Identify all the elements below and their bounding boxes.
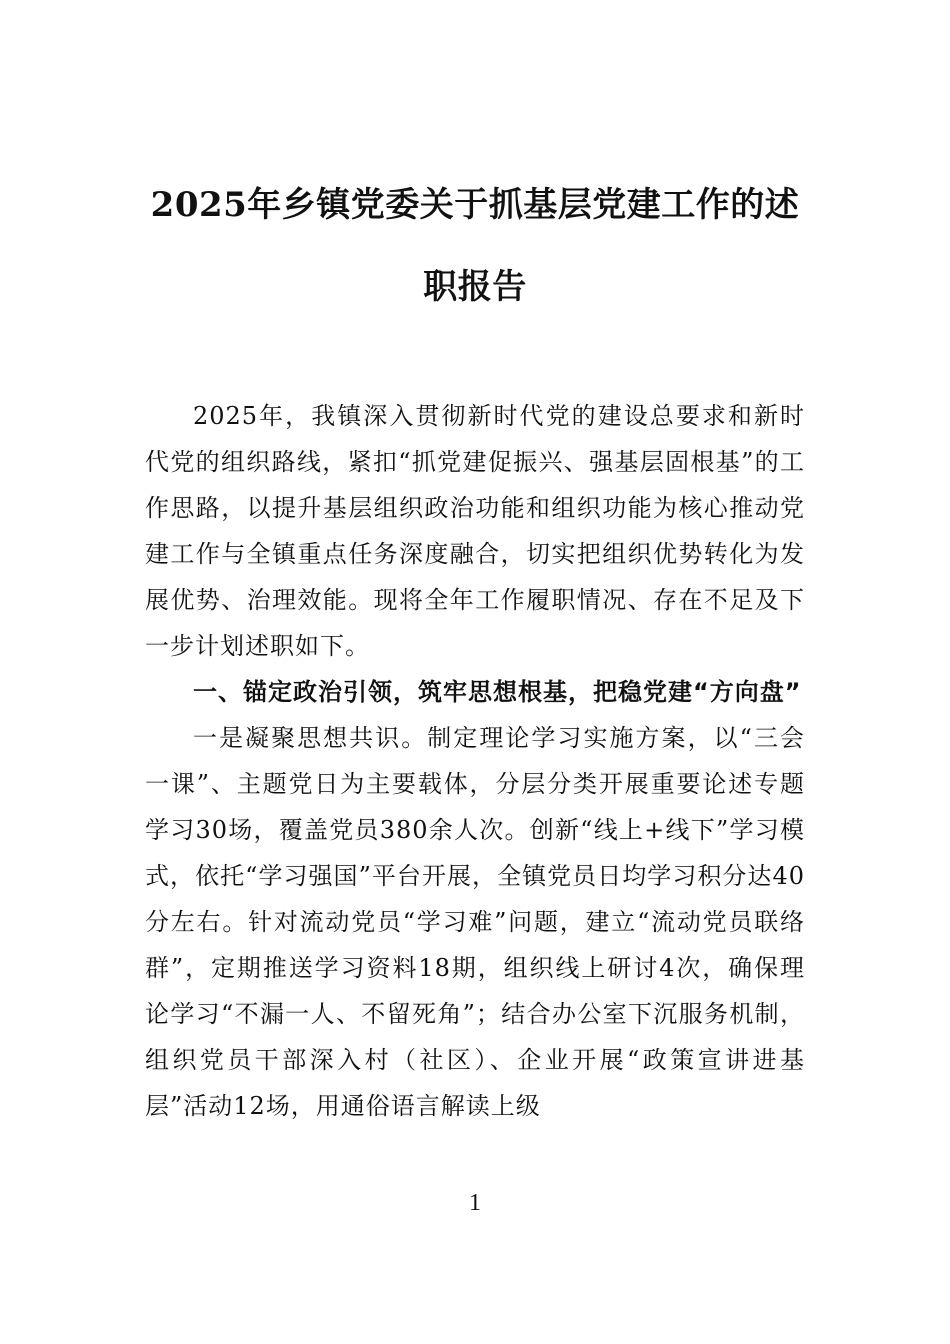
- document-title: [120, 164, 830, 328]
- document-body: [145, 393, 805, 1129]
- body-paragraph-1: 一是凝聚思想共识。制定理论学习实施方案，以“三会一课”、主题党日为主要载体，分层分类开展重要论述专题学习30场，覆盖党员380余人次。创新“线上+线下”学习模式，依托“学习强国”平台开展，全镇党员日均学习积分达40分左右。针对流动党员“学习难”问题，建立“流动党员联络群”，定期推送学习资料18期，组织线上研讨4次，确保理论学习“不漏一人、不留死角”；结合办公室下沉服务机制，组织党员干部深入村（社区）、企业开展“政策宣讲进基层”活动12场，用通俗语言解读上级: [145, 724, 805, 1120]
- title-line-2: 职报告: [423, 267, 527, 307]
- intro-paragraph: 2025年，我镇深入贯彻新时代党的建设总要求和新时代党的组织路线，紧扣“抓党建促振兴、强基层固根基”的工作思路，以提升基层组织政治功能和组织功能为核心推动党建工作与全镇重点任务深度融合，切实把组织优势转化为发展优势、治理效能。现将全年工作履职情况、存在不足及下一步计划述职如下。: [145, 402, 805, 660]
- section-heading-1: 一、锚定政治引领，筑牢思想根基，把稳党建“方向盘”: [193, 678, 802, 706]
- title-line-1: 2025年乡镇党委关于抓基层党建工作的述: [150, 185, 800, 225]
- page-number: 1: [469, 1190, 481, 1216]
